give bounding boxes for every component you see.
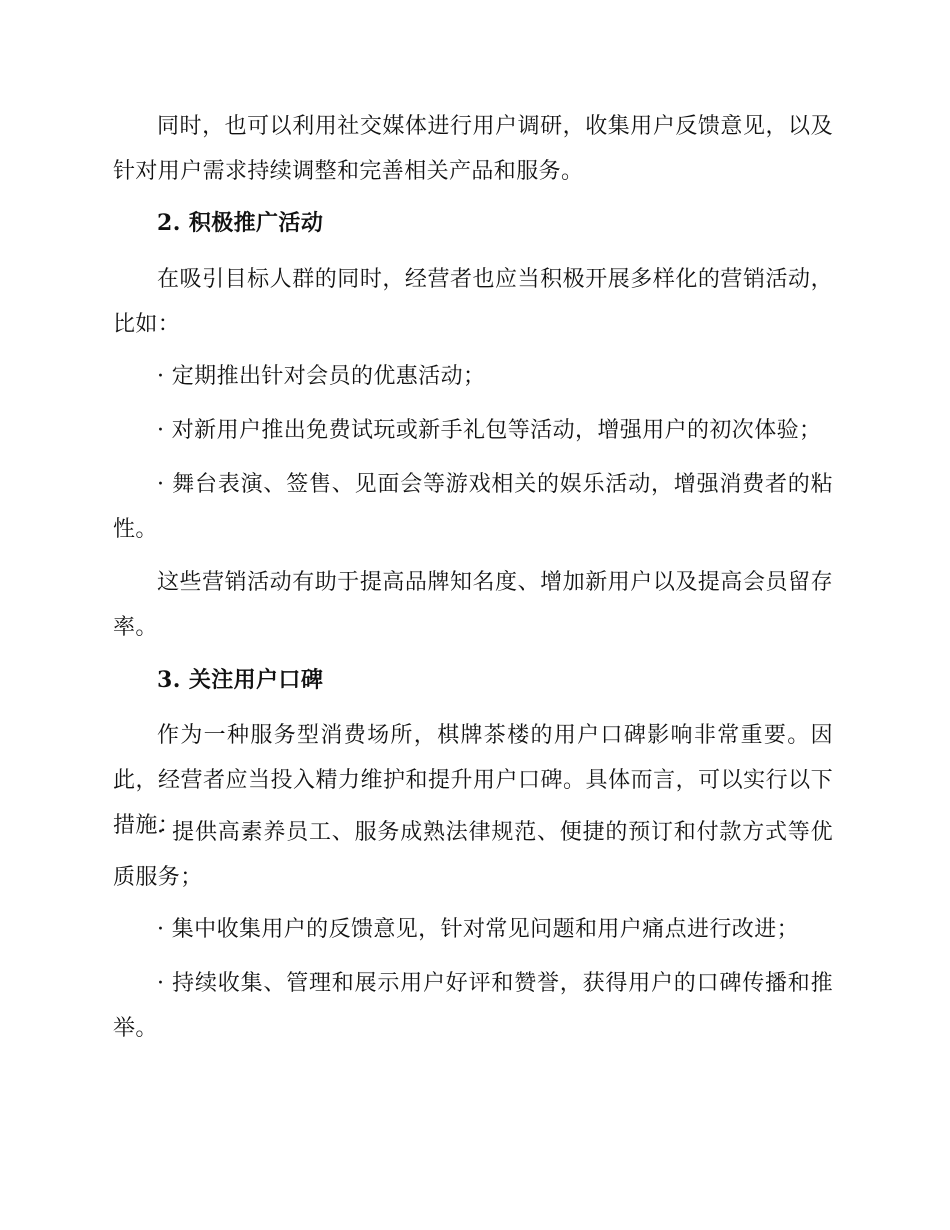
paragraph-marketing-intro: 在吸引目标人群的同时，经营者也应当积极开展多样化的营销活动，比如： xyxy=(113,267,833,337)
bullet-collect-feedback: · 集中收集用户的反馈意见，针对常见问题和用户痛点进行改进； xyxy=(157,917,799,942)
paragraph-marketing-benefits: 这些营销活动有助于提高品牌知名度、增加新用户以及提高会员留存率。 xyxy=(113,570,833,640)
paragraph-reputation-intro: 作为一种服务型消费场所，棋牌茶楼的用户口碑影响非常重要。因此，经营者应当投入精力维护和提升用户口碑。具体而言，可以实行以下措施： xyxy=(113,723,833,838)
paragraph-social-media-research: 同时，也可以利用社交媒体进行用户调研，收集用户反馈意见，以及针对用户需求持续调整和完善相关产品和服务。 xyxy=(113,114,833,184)
bullet-new-user-trial: · 对新用户推出免费试玩或新手礼包等活动，增强用户的初次体验； xyxy=(157,418,822,443)
bullet-showcase-reviews: · 持续收集、管理和展示用户好评和赞誉，获得用户的口碑传播和推举。 xyxy=(113,971,833,1041)
bullet-quality-service: · 提供高素养员工、服务成熟法律规范、便捷的预订和付款方式等优质服务； xyxy=(113,820,833,890)
bullet-entertainment-events: · 舞台表演、签售、见面会等游戏相关的娱乐活动，增强消费者的粘性。 xyxy=(113,472,833,542)
bullet-member-discounts: · 定期推出针对会员的优惠活动； xyxy=(157,364,486,389)
section-heading-promotion: 2. 积极推广活动 xyxy=(157,210,324,236)
section-heading-reputation: 3. 关注用户口碑 xyxy=(157,667,324,693)
